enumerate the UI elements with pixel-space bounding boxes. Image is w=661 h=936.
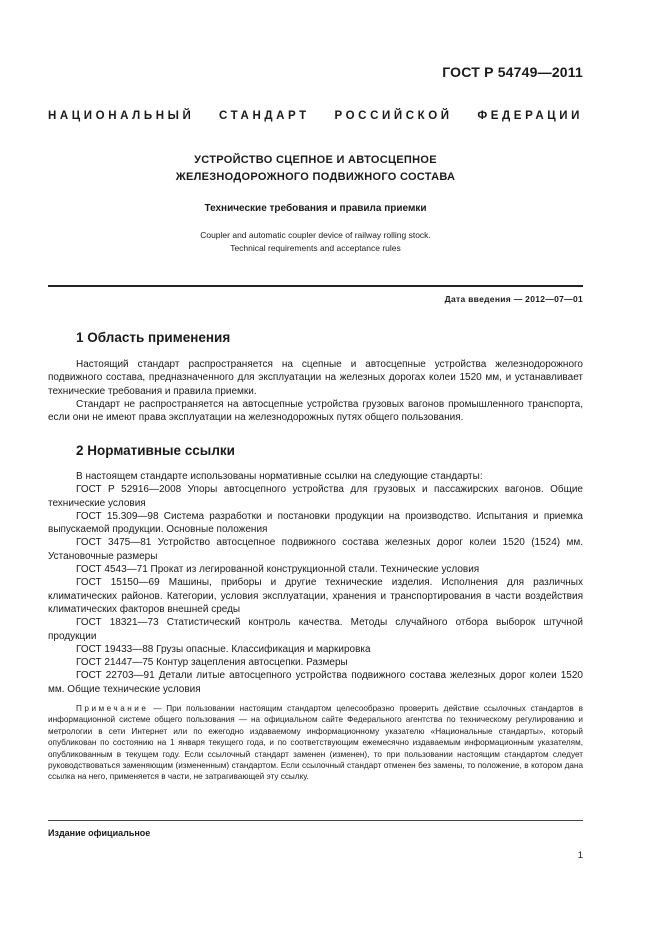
banner-word: РОССИЙСКОЙ bbox=[334, 110, 453, 122]
paragraph: Настоящий стандарт распространяется на сцепные и автосцепные устройства железнодорожного подвижного состава, предназначенного для эксплуатации на железных дорогах колеи 1520 мм, и устанавливает технические требования и правила приемки. bbox=[48, 359, 583, 397]
note-label: Примечание bbox=[76, 704, 149, 713]
note-text: — При пользовании настоящим стандартом целесообразно проверить действие ссылочных стандартов в информационной системе общего пользования — на официальном сайте Федерального агентства по техническому регулированию и метрологии в сети Интернет или по ежегодно издаваемому информационному указателю «Национальные стандарты», который опубликован по состоянию на 1 января текущего года, и по соответствующим ежемесячно издаваемым информационным указателям, опубликованным в текущем году. Если ссылочный стандарт заменен (изменен), то при пользовании настоящим стандартом следует руководствоваться заменяющим (измененным) стандартом. Если ссылочный стандарт отменен без замены, то положение, в котором дана ссылка на него, применяется в части, не затрагивающей эту ссылку. bbox=[48, 704, 583, 782]
paragraph: Стандарт не распространяется на автосцепные устройства грузовых вагонов промышленного транспорта, если они не имеют права эксплуатации на железнодорожных путях общего пользования. bbox=[48, 398, 583, 424]
english-title bbox=[60, 229, 571, 255]
title-divider bbox=[48, 285, 583, 287]
official-edition-label: Издание официальное bbox=[48, 828, 151, 838]
section-2-heading: 2 Нормативные ссылки bbox=[76, 443, 235, 458]
standard-banner bbox=[48, 110, 583, 122]
document-number: ГОСТ Р 54749—2011 bbox=[442, 64, 583, 80]
banner-word: НАЦИОНАЛЬНЫЙ bbox=[48, 110, 195, 122]
reference-item: ГОСТ 15.309—98 Система разработки и постановки продукции на производство. Испытания и приемка выпускаемой продукции. Основные положения bbox=[48, 510, 583, 536]
title-line: УСТРОЙСТВО СЦЕПНОЕ И АВТОСЦЕПНОЕ bbox=[194, 154, 437, 166]
document-title bbox=[60, 152, 571, 186]
reference-item: ГОСТ 3475—81 Устройство автосцепное подвижного состава железных дорог колеи 1520 (1524) мм. Установочные размеры bbox=[48, 537, 583, 562]
reference-item: ГОСТ 18321—73 Статистический контроль качества. Методы случайного отбора выборок штучной продукции bbox=[48, 617, 583, 642]
note-block bbox=[48, 703, 583, 783]
reference-item: ГОСТ 15150—69 Машины, приборы и другие технические изделия. Исполнения для различных климатических районов. Категории, условия эксплуатации, хранения и транспортирования в части воздействия климатических факторов внешней среды bbox=[48, 577, 583, 615]
effective-date: Дата введения — 2012—07—01 bbox=[444, 294, 583, 304]
reference-item: ГОСТ 19433—88 Грузы опасные. Классификация и маркировка bbox=[76, 643, 371, 655]
document-subtitle: Технические требования и правила приемки bbox=[204, 203, 427, 214]
footer-divider bbox=[48, 820, 583, 821]
section-1-heading: 1 Область применения bbox=[76, 330, 231, 345]
section-2-body bbox=[48, 470, 583, 696]
note-paragraph bbox=[48, 703, 583, 783]
paragraph: В настоящем стандарте использованы нормативные ссылки на следующие стандарты: bbox=[76, 471, 483, 482]
section-1-body bbox=[48, 358, 583, 424]
title-line: ЖЕЛЕЗНОДОРОЖНОГО ПОДВИЖНОГО СОСТАВА bbox=[175, 171, 456, 183]
reference-item: ГОСТ Р 52916—2008 Упоры автосцепного устройства для грузовых и пассажирских вагонов. Общие технические условия bbox=[48, 484, 583, 509]
english-title-line: Coupler and automatic coupler device of railway rolling stock. bbox=[200, 230, 431, 240]
banner-word: ФЕДЕРАЦИИ bbox=[477, 110, 583, 122]
reference-item: ГОСТ 4543—71 Прокат из легированной конструкционной стали. Технические условия bbox=[76, 564, 480, 576]
page-number: 1 bbox=[577, 850, 583, 861]
banner-word: СТАНДАРТ bbox=[219, 110, 310, 122]
reference-item: ГОСТ 22703—91 Детали литые автосцепного устройства подвижного состава железных дорог колеи 1520 мм. Общие технические условия bbox=[48, 670, 583, 695]
english-title-line: Technical requirements and acceptance rules bbox=[230, 243, 401, 253]
reference-item: ГОСТ 21447—75 Контур зацепления автосцепки. Размеры bbox=[76, 657, 348, 669]
